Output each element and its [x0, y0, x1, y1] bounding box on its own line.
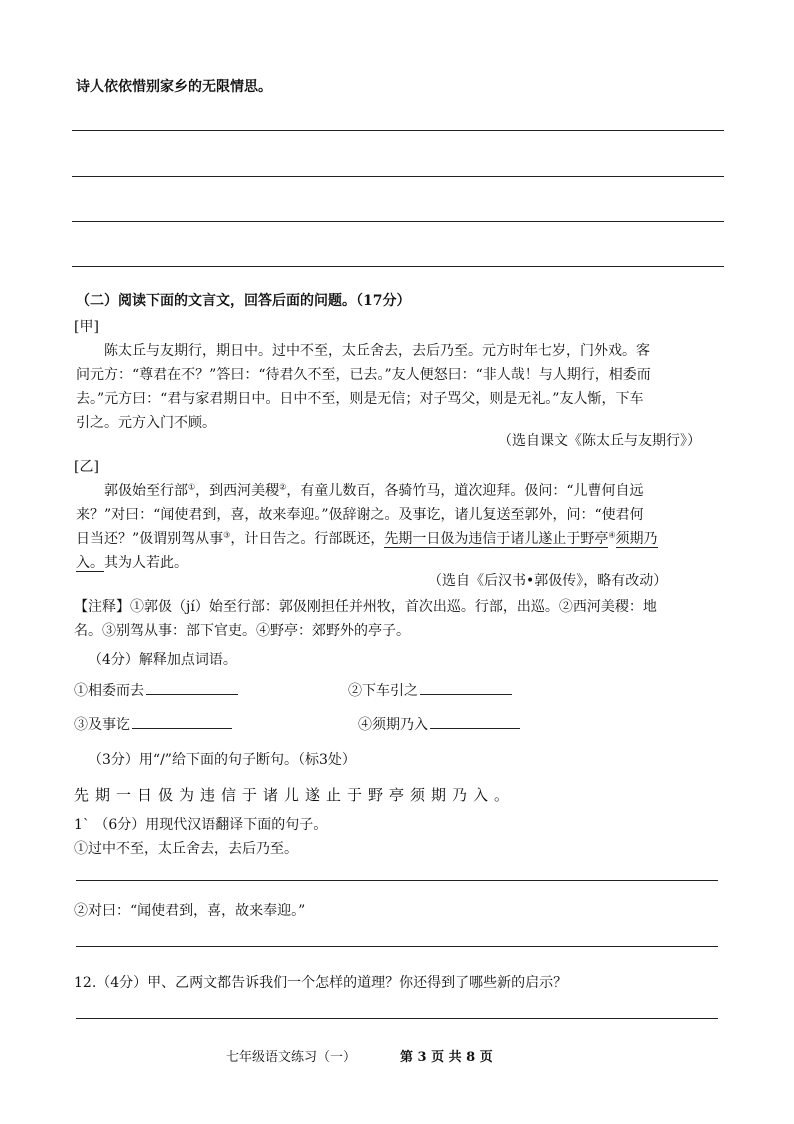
q11-sentence-1: ①过中不至，太丘舍去，去后乃至。	[74, 841, 298, 857]
jia-line-4: 引之。元方入门不顾。	[76, 415, 216, 431]
q11-number: 1`	[74, 817, 90, 833]
jia-line-2: 问元方：“尊君在不？”答曰：“待君久不至，已去。”友人便怒曰：“非人哉！与人期行，相委而	[76, 367, 651, 383]
q9-item-3	[74, 714, 232, 734]
jia-line-1: 陈太丘与友期行，期日中。过中不至，太丘舍去，去后乃至。元方时年七岁，门外戏。客	[104, 343, 650, 359]
yi-mark: [乙]	[74, 459, 99, 475]
answer-blank[interactable]	[146, 680, 238, 695]
yi-text: 日当还？”伋谓别驾从事	[76, 531, 224, 547]
q9-item-2	[348, 680, 512, 700]
footnote-marker: ③	[223, 530, 231, 540]
answer-line	[76, 1018, 718, 1019]
q9-item-label: ①相委而去	[74, 683, 144, 699]
q11-stem: （6分）用现代汉语翻译下面的句子。	[94, 817, 328, 833]
yi-text: 其为人若此。	[104, 555, 188, 571]
footer-title: 七年级语文练习（一）	[226, 1050, 357, 1065]
q10-sentence: 先期一日伋为违信于诸儿遂止于野亭须期乃入。	[74, 786, 516, 804]
yi-text: ，有童儿数百，各骑竹马，道次迎拜。伋问：“儿曹何自远	[286, 483, 644, 499]
page-number: 第 3 页 共 8 页	[400, 1050, 493, 1065]
yi-text: ，计日告之。行部既还，	[230, 531, 385, 547]
q12-stem: 12.（4分）甲、乙两文都告诉我们一个怎样的道理？你还得到了哪些新的启示？	[74, 975, 568, 991]
yi-line-1	[104, 480, 644, 500]
answer-line	[72, 176, 724, 177]
answer-blank[interactable]	[430, 714, 520, 729]
answer-line	[76, 880, 718, 881]
q9-item-label: ②下车引之	[348, 683, 418, 699]
q11-stem-row	[74, 814, 327, 834]
q9-item-4	[358, 714, 520, 734]
footnote-marker: ②	[279, 482, 287, 492]
jia-source: （选自课文《陈太丘与友期行》）	[498, 433, 701, 449]
q9-item-1	[74, 680, 238, 700]
yi-source: （选自《后汉书•郭伋传》，略有改动）	[428, 573, 668, 589]
answer-line	[72, 266, 724, 267]
section-heading: （二）阅读下面的文言文，回答后面的问题。（17分）	[76, 293, 411, 309]
answer-line	[72, 221, 724, 222]
underlined-sentence: 先期一日伋为违信于诸儿遂止于野亭	[384, 531, 609, 547]
answer-line	[76, 946, 718, 947]
notes-line-1: 【注释】①郭伋（jí）始至行部：郭伋刚担任并州牧，首次出巡。行部，出巡。②西河美稷：地	[74, 599, 657, 615]
q10-stem: （3分）用“/”给下面的句子断句。（标3处）	[88, 752, 356, 768]
q9-item-label: ④须期乃入	[358, 717, 428, 733]
footnote-marker: ①	[188, 482, 196, 492]
underlined-sentence: 须期乃	[615, 531, 658, 547]
notes-line-2: 名。③别驾从事：部下官吏。④野亭：郊野外的亭子。	[74, 623, 410, 639]
answer-blank[interactable]	[420, 680, 512, 695]
q9-item-label: ③及事讫	[74, 717, 130, 733]
yi-line-3	[76, 528, 658, 548]
top-text: 诗人依依惜别家乡的无限情思。	[76, 79, 272, 95]
yi-line-2: 来？”对曰：“闻使君到，喜，故来奉迎。”伋辞谢之。及事讫，诸儿复送至郭外，问：“使君何	[76, 507, 644, 523]
answer-line	[72, 130, 724, 131]
jia-line-3: 去。”元方曰：“君与家君期日中。日中不至，则是无信；对子骂父，则是无礼。”友人惭，下车	[76, 391, 644, 407]
q9-stem: （4分）解释加点词语。	[88, 652, 237, 668]
answer-blank[interactable]	[132, 714, 232, 729]
yi-text: ，到西河美稷	[195, 483, 280, 499]
footnote-marker: ④	[608, 530, 616, 540]
yi-line-4	[76, 552, 188, 572]
jia-mark: [甲]	[74, 319, 99, 335]
underlined-sentence: 入。	[76, 555, 104, 571]
yi-text: 郭伋始至行部	[104, 483, 188, 499]
q11-sentence-2: ②对曰：“闻使君到，喜，故来奉迎。”	[74, 903, 306, 919]
